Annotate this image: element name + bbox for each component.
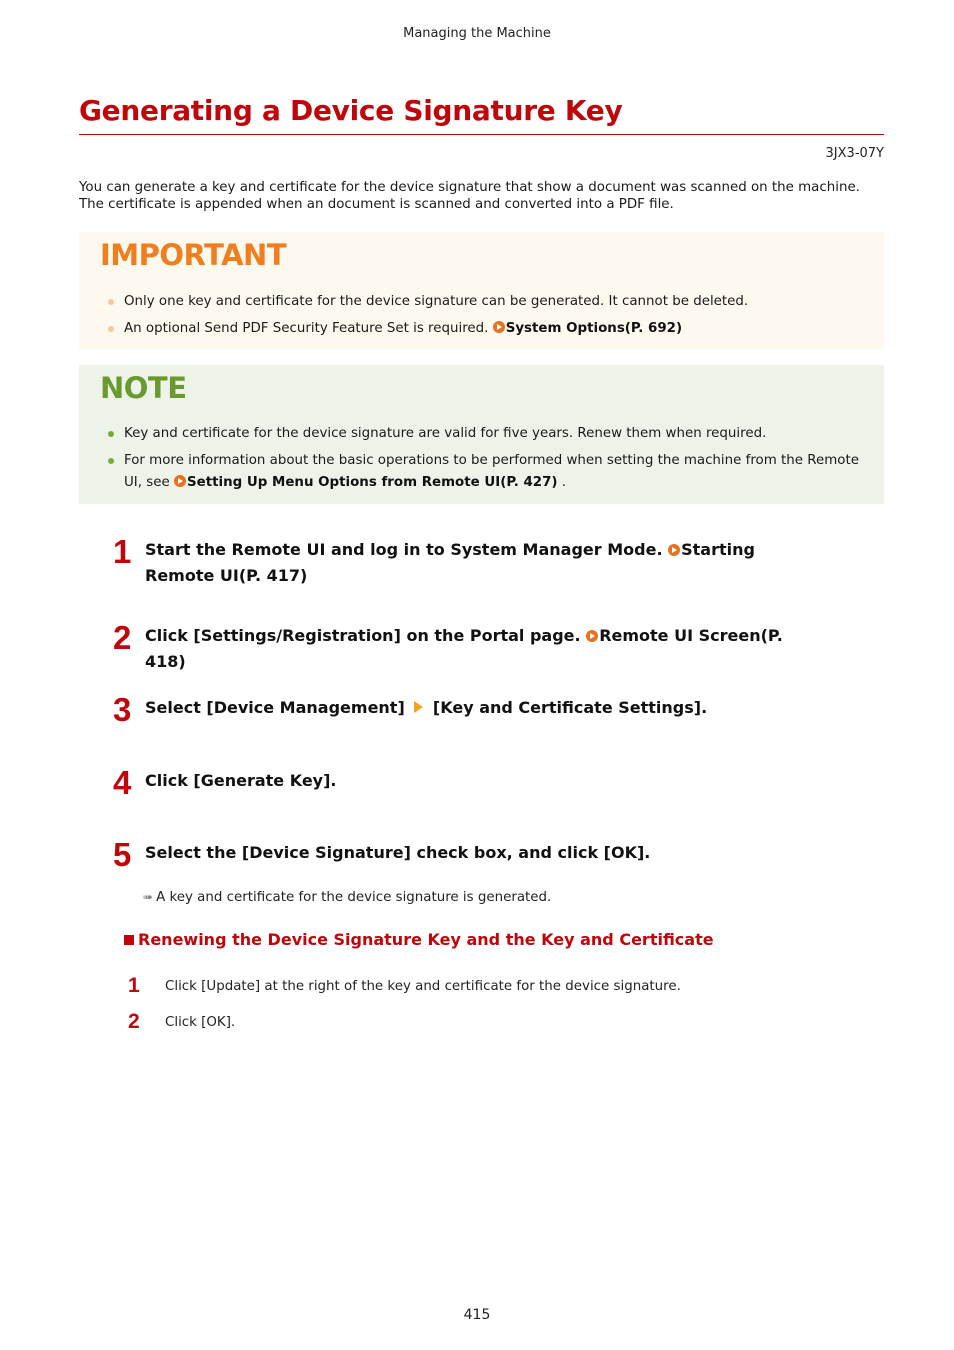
bullet-icon (108, 431, 114, 437)
page-title: Generating a Device Signature Key (79, 94, 623, 127)
step-text (145, 537, 825, 589)
list-item (106, 423, 864, 445)
result-arrow-icon: ➠ (143, 890, 154, 904)
step-1-text: Start the Remote UI and log in to System Manager Mode. (145, 540, 669, 559)
important-item-1: Only one key and certificate for the device signature can be generated. It cannot be deleted. (124, 294, 749, 309)
square-bullet-icon (124, 935, 134, 945)
list-item (106, 450, 864, 494)
important-heading: IMPORTANT (100, 238, 287, 272)
substep-number: 2 (128, 1010, 140, 1033)
important-box (79, 232, 884, 349)
bullet-icon (108, 326, 114, 332)
step-text (145, 695, 825, 721)
link-arrow-icon (668, 544, 680, 556)
intro-line-2: The certificate is appended when an document is scanned and converted into a PDF file. (79, 197, 674, 212)
step-4-text: Click [Generate Key]. (145, 771, 337, 790)
title-divider (79, 134, 884, 135)
list-item (106, 291, 864, 313)
step-number: 1 (113, 533, 132, 570)
menu-options-link[interactable] (174, 475, 558, 490)
step-5-text: Select the [Device Signature] check box, and click [OK]. (145, 843, 651, 862)
note-item-2-end: . (557, 475, 567, 490)
subsection-heading-label: Renewing the Device Signature Key and the Key and Certificate (138, 930, 714, 949)
step-3-text-b: [Key and Certificate Settings]. (427, 698, 708, 717)
step-result (143, 890, 551, 905)
note-box (79, 365, 884, 504)
subsection-heading (124, 930, 714, 949)
bullet-icon (108, 299, 114, 305)
system-options-link[interactable] (493, 321, 682, 336)
step-3-text-a: Select [Device Management] (145, 698, 411, 717)
note-item-2: For more information about the basic operations to be performed when setting the machine from the Remote UI, see (124, 453, 859, 490)
note-item-1: Key and certificate for the device signature are valid for five years. Renew them when required. (124, 426, 767, 441)
link-arrow-icon (493, 321, 505, 333)
menu-path-arrow-icon (414, 701, 423, 713)
page-number: 415 (463, 1307, 491, 1323)
result-text: A key and certificate for the device signature is generated. (156, 890, 552, 905)
step-text (145, 623, 825, 675)
substep-text: Click [Update] at the right of the key and certificate for the device signature. (165, 979, 681, 994)
system-options-link-label: System Options(P. 692) (505, 321, 683, 336)
note-heading: NOTE (100, 371, 187, 405)
intro-line-1: You can generate a key and certificate for the device signature that show a document was scanned on the machine. (79, 180, 860, 195)
starting-remote-ui-link-label: Starting Remote UI(P. 417) (145, 540, 755, 585)
link-arrow-icon (586, 630, 598, 642)
note-list (106, 423, 864, 499)
link-arrow-icon (174, 475, 186, 487)
substep-text: Click [OK]. (165, 1015, 236, 1030)
important-item-2: An optional Send PDF Security Feature Set is required. (124, 321, 493, 336)
running-header: Managing the Machine (403, 26, 551, 41)
bullet-icon (108, 458, 114, 464)
step-number: 4 (113, 764, 132, 801)
list-item (106, 318, 864, 340)
step-number: 2 (113, 619, 132, 656)
step-number: 5 (113, 836, 132, 873)
document-code: 3JX3-07Y (825, 146, 884, 161)
step-2-text: Click [Settings/Registration] on the Portal page. (145, 626, 587, 645)
intro-paragraph (79, 179, 884, 213)
menu-options-link-label: Setting Up Menu Options from Remote UI(P. 427) (186, 475, 558, 490)
step-number: 3 (113, 691, 132, 728)
substep-number: 1 (128, 974, 140, 997)
remote-ui-screen-link-label: Remote UI Screen(P. 418) (145, 626, 783, 671)
important-list (106, 291, 864, 345)
